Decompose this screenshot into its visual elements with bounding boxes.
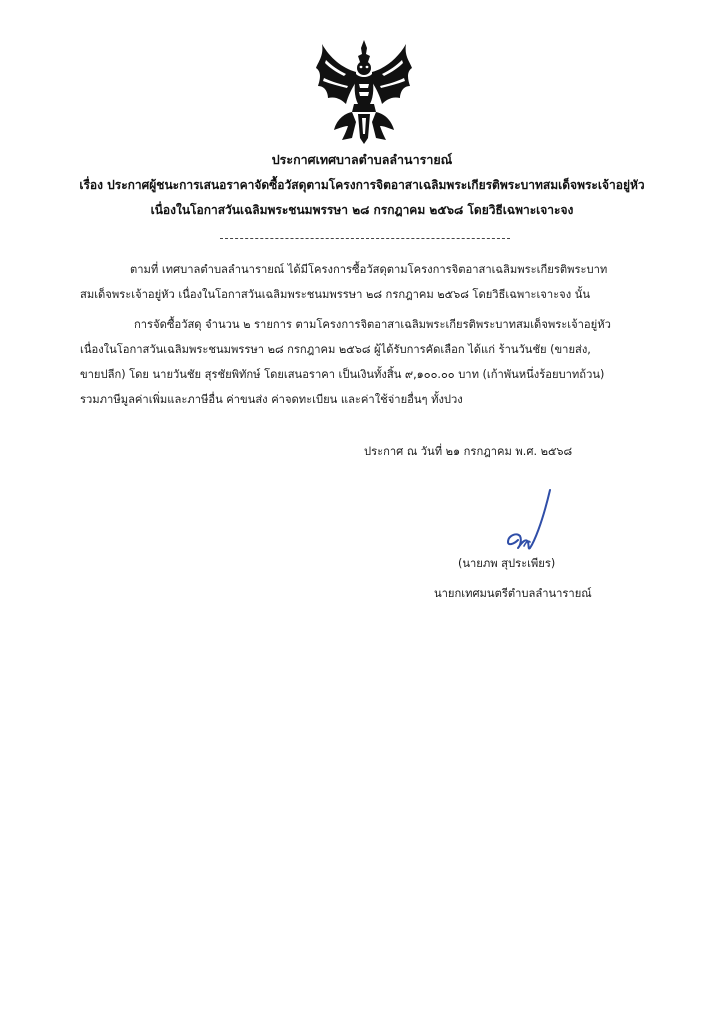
body-line: การจัดซื้อวัสดุ จำนวน ๒ รายการ ตามโครงการจิตอาสาเฉลิมพระเกียรติพระบาทสมเด็จพระเจ้าอยู่หัว bbox=[134, 318, 611, 331]
announcement-date: ประกาศ ณ วันที่ ๒๑ กรกฎาคม พ.ศ. ๒๕๖๘ bbox=[364, 445, 573, 458]
signer-title: นายกเทศมนตรีตำบลลำนารายณ์ bbox=[434, 587, 592, 600]
handwritten-signature-icon bbox=[488, 484, 568, 556]
body-line: เนื่องในโอกาสวันเฉลิมพระชนมพรรษา ๒๘ กรกฎาคม ๒๕๖๘ ผู้ได้รับการคัดเลือก ได้แก่ ร้านวันชัย (ขายส่ง, bbox=[80, 343, 591, 356]
heading-divider bbox=[220, 238, 510, 239]
garuda-emblem-icon bbox=[312, 38, 416, 146]
body-line: สมเด็จพระเจ้าอยู่หัว เนื่องในโอกาสวันเฉลิมพระชนมพรรษา ๒๘ กรกฎาคม ๒๕๖๘ โดยวิธีเฉพาะเจาะจง นั้น bbox=[80, 288, 591, 301]
body-line: ขายปลีก) โดย นายวันชัย สุรชัยพิทักษ์ โดยเสนอราคา เป็นเงินทั้งสิ้น ๙,๑๐๐.๐๐ บาท (เก้าพันหนึ่งร้อยบาทถ้วน) bbox=[80, 368, 605, 381]
document-subject-continued: เนื่องในโอกาสวันเฉลิมพระชนมพรรษา ๒๘ กรกฎาคม ๒๕๖๘ โดยวิธีเฉพาะเจาะจง bbox=[150, 203, 574, 217]
body-line: รวมภาษีมูลค่าเพิ่มและภาษีอื่น ค่าขนส่ง ค่าจดทะเบียน และค่าใช้จ่ายอื่นๆ ทั้งปวง bbox=[80, 393, 463, 406]
document-subject: เรื่อง ประกาศผู้ชนะการเสนอราคาจัดซื้อวัสดุตามโครงการจิตอาสาเฉลิมพระเกียรติพระบาทสมเด็จพระเจ้าอยู่หัว bbox=[79, 178, 645, 192]
body-line: ตามที่ เทศบาลตำบลลำนารายณ์ ได้มีโครงการซื้อวัสดุตามโครงการจิตอาสาเฉลิมพระเกียรติพระบาท bbox=[130, 263, 608, 276]
signer-name: (นายภพ สุประเพียร) bbox=[458, 557, 556, 570]
document-title: ประกาศเทศบาลตำบลลำนารายณ์ bbox=[271, 152, 453, 167]
